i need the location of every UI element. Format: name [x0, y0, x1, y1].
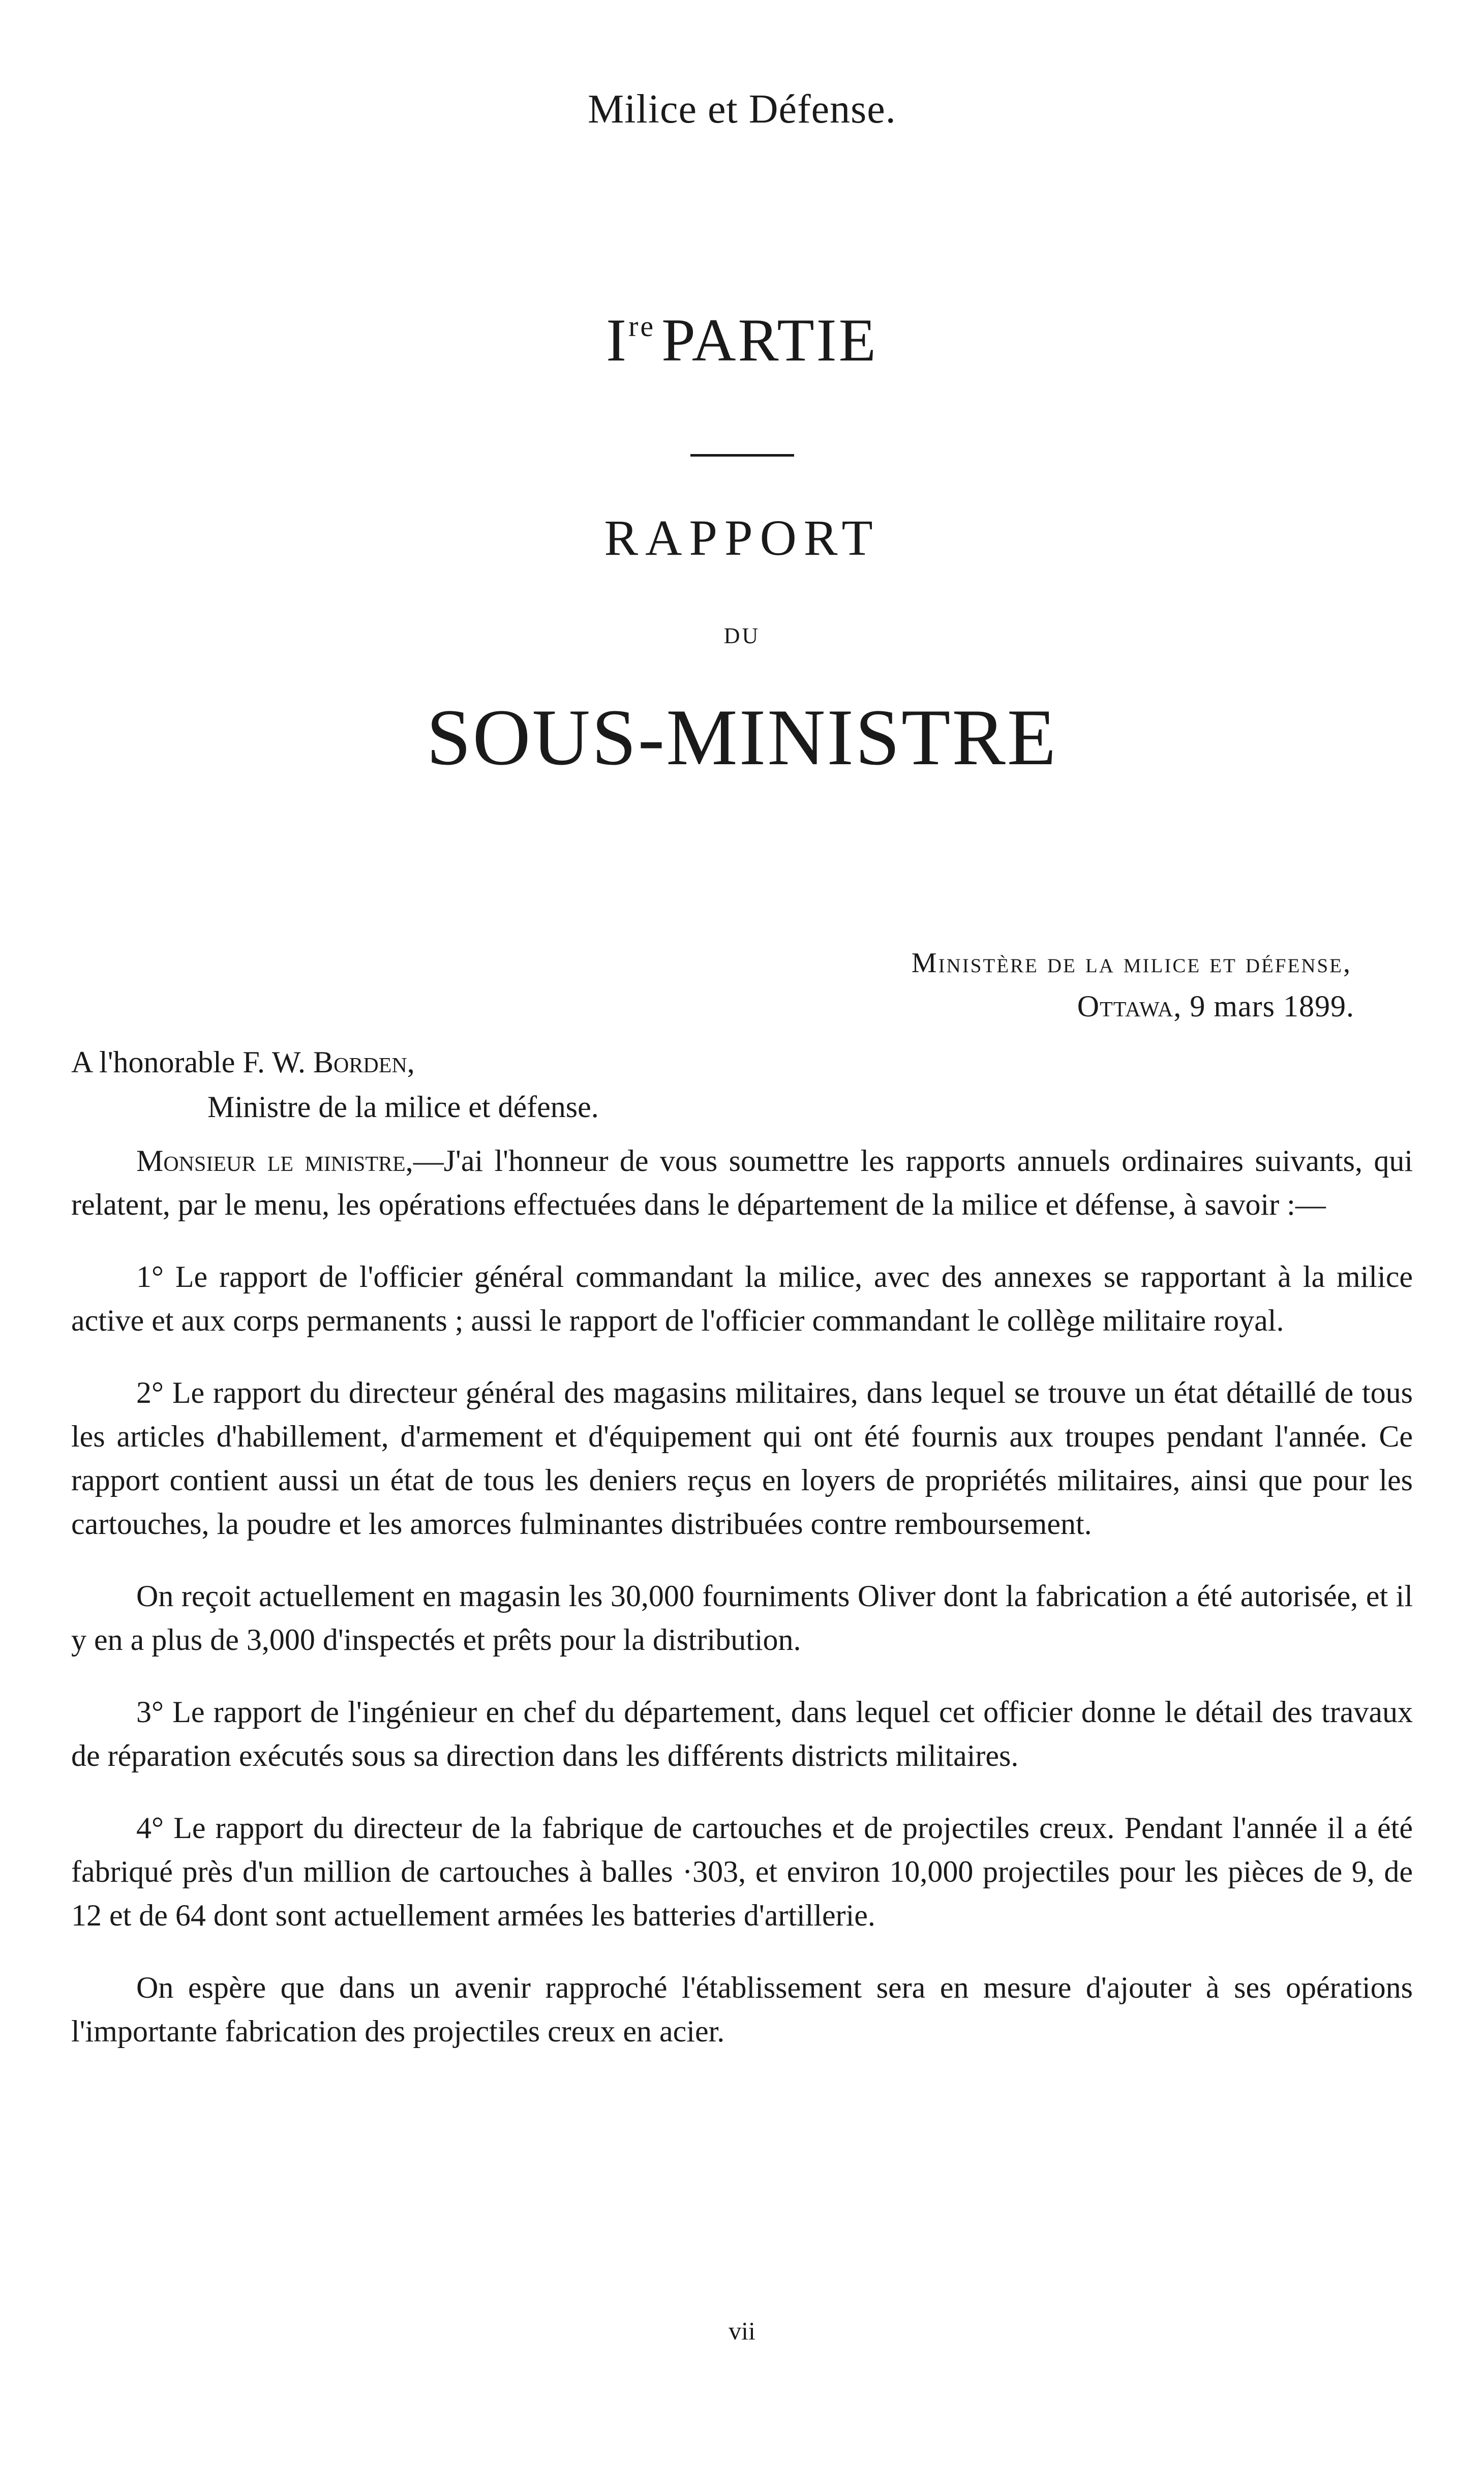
- part-heading: [0, 305, 1484, 375]
- dateline-place-date: [1077, 989, 1354, 1024]
- report-title-main: SOUS-MINISTRE: [426, 693, 1058, 782]
- paragraph-item-3: 3° Le rapport de l'ingénieur en chef du département, dans lequel cet officier donne le détail des travaux de réparation exécutés sous sa direction dans les différents districts militaires.: [71, 1695, 1413, 1772]
- report-title-connector: DU: [723, 623, 761, 648]
- paragraph-item-1: 1° Le rapport de l'officier général commandant la milice, avec des annexes se rapportant à la milice active et aux corps permanents ; aussi le rapport de l'officier commandant le collège militaire royal.: [71, 1260, 1413, 1337]
- running-header: Milice et Défense.: [588, 87, 896, 132]
- dateline-date: 9 mars 1899.: [1190, 989, 1354, 1023]
- addressee-block: [71, 1040, 599, 1129]
- part-number-suffix: re: [628, 310, 656, 343]
- paragraph-closing: On espère que dans un avenir rapproché l'établissement sera en mesure d'ajouter à ses opérations l'importante fabrication des projectiles creux en acier.: [71, 1971, 1413, 2048]
- addressee-name: Borden,: [313, 1045, 415, 1079]
- addressee-prefix: A l'honorable F. W.: [71, 1045, 306, 1079]
- part-label: PARTIE: [661, 306, 878, 374]
- title-divider: [690, 454, 794, 457]
- paragraph-item-4: 4° Le rapport du directeur de la fabrique de cartouches et de projectiles creux. Pendant l'année il a été fabriqué près d'un million de cartouches à balles ·303, et environ 10,000 projectiles pour les pièces de 9, de 12 et de 64 dont sont actuellement armées les batteries d'artillerie.: [71, 1811, 1413, 1932]
- report-title: RAPPORT: [604, 509, 880, 566]
- salutation-lead: Monsieur le ministre,: [136, 1144, 413, 1178]
- paragraph-note-oliver: On reçoit actuellement en magasin les 30,000 fourniments Oliver dont la fabrication a été autorisée, et il y en a plus de 3,000 d'inspectés et prêts pour la distribution.: [71, 1579, 1413, 1657]
- page-number: vii: [729, 2316, 755, 2345]
- dateline-city: Ottawa,: [1077, 989, 1182, 1023]
- paragraph-item-2: 2° Le rapport du directeur général des magasins militaires, dans lequel se trouve un état détaillé de tous les articles d'habillement, d'armement et d'équipement qui ont été fournis aux troupes pendant l'année. Ce rapport contient aussi un état de tous les deniers reçus en loyers de propriétés militaires, ainsi que pour les cartouches, la poudre et les amorces fulminantes distribuées contre remboursement.: [71, 1376, 1413, 1541]
- part-number: I: [606, 306, 629, 374]
- paragraph-salutation: [71, 1139, 1413, 1226]
- paragraph-text: —J'ai l'honneur de vous soumettre les rapports annuels ordinaires suivants, qui relatent, par le menu, les opérations effectuées dans le département de la milice et défense, à savoir :—: [71, 1144, 1413, 1221]
- dateline-ministry: Ministère de la milice et défense,: [911, 947, 1352, 979]
- letter-body: [71, 1139, 1413, 2082]
- addressee-title: Ministre de la milice et défense.: [207, 1090, 599, 1124]
- addressee-line: [71, 1040, 599, 1085]
